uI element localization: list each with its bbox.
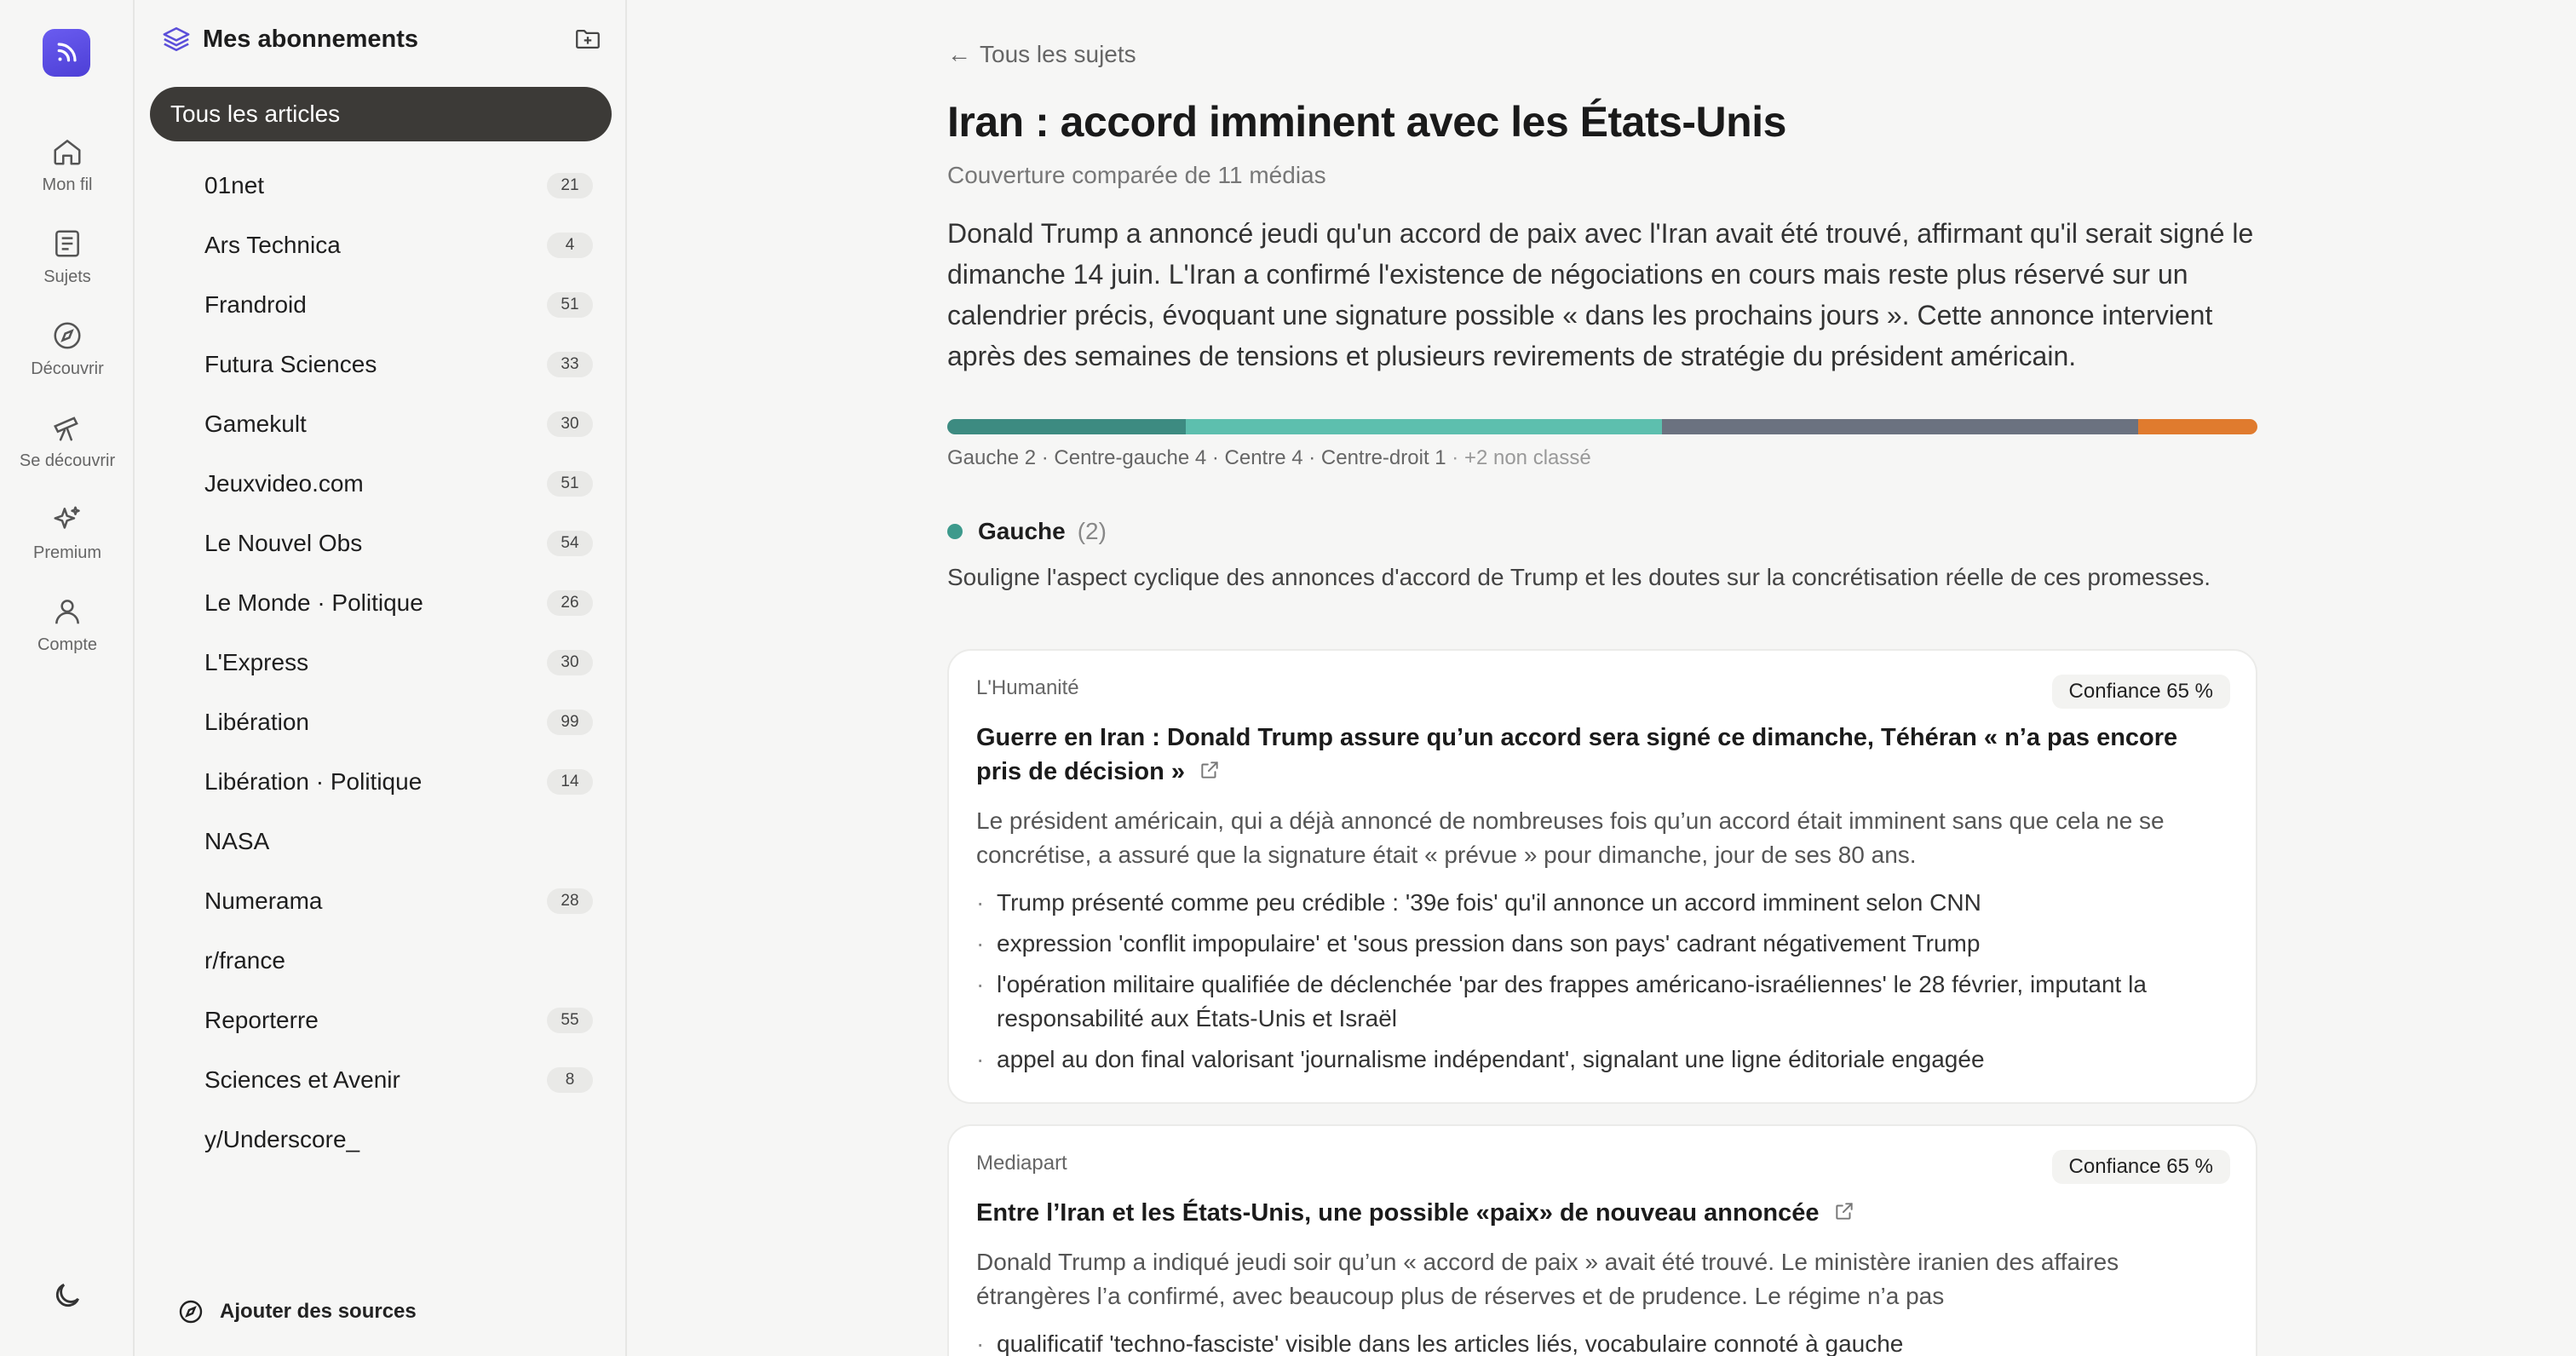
sidebar-source-item[interactable] xyxy=(136,633,627,692)
sidebar-source-item[interactable] xyxy=(136,991,627,1050)
source-name: Futura Sciences xyxy=(204,351,377,377)
article-description: Le président américain, qui a déjà annoncé de nombreuses fois qu’un accord était imminent sans que cela ne se concrétise, a assuré que la signature était « prévue » pour dimanche, jour de ses 80 ans. xyxy=(976,807,2165,868)
unread-count-badge: 21 xyxy=(547,173,593,198)
sidebar-source-item[interactable] xyxy=(136,752,627,812)
sidebar-title: Mes abonnements xyxy=(203,25,418,53)
sidebar-source-item[interactable] xyxy=(136,1110,627,1169)
arrow-left-icon: ← xyxy=(947,41,971,67)
article-title: Guerre en Iran : Donald Trump assure qu’un accord sera signé ce dimanche, Téhéran « n’a pas encore pris de décision » xyxy=(976,724,2178,785)
page-subtitle: Couverture comparée de 11 médias xyxy=(947,162,1326,188)
sidebar-source-item[interactable] xyxy=(136,156,627,215)
source-name: 01net xyxy=(204,172,265,198)
rail-label: Découvrir xyxy=(31,359,104,378)
group-description: Souligne l'aspect cyclique des annonces d'accord de Trump et les doutes sur la concrétisation réelle de ces promesses. xyxy=(947,564,2211,590)
add-sources-button[interactable] xyxy=(177,1291,417,1332)
sidebar-source-item[interactable] xyxy=(136,335,627,394)
sidebar-source-item[interactable] xyxy=(136,692,627,752)
source-name: Le Nouvel Obs xyxy=(204,530,363,556)
source-name: Ars Technica xyxy=(204,232,341,258)
article-card[interactable] xyxy=(947,1124,2257,1356)
app-logo[interactable] xyxy=(43,29,90,77)
back-to-topics-link[interactable] xyxy=(947,37,1136,72)
unread-count-badge: 51 xyxy=(547,292,593,318)
article-title-link[interactable] xyxy=(976,721,2228,789)
sidebar-source-item[interactable] xyxy=(136,871,627,931)
source-name: NASA xyxy=(204,828,270,854)
sidebar-source-item[interactable] xyxy=(136,812,627,871)
unread-count-badge: 55 xyxy=(547,1008,593,1033)
unread-count-badge: 28 xyxy=(547,888,593,914)
source-name: Libération · Politique xyxy=(204,768,423,795)
compass-icon xyxy=(177,1298,204,1325)
group-count: (2) xyxy=(1077,518,1107,544)
subscriptions-sidebar xyxy=(136,0,627,1356)
unread-count-badge: 99 xyxy=(547,710,593,735)
sidebar-header xyxy=(162,20,605,58)
external-link-icon[interactable] xyxy=(1199,759,1221,781)
rail-item-premium[interactable] xyxy=(0,501,135,583)
confidence-badge: Confiance 65 % xyxy=(2052,1150,2230,1184)
source-name: Gamekult xyxy=(204,411,307,437)
icon-rail xyxy=(0,0,135,1356)
source-list xyxy=(136,156,627,1169)
home-icon xyxy=(51,135,83,168)
bias-segment xyxy=(1186,419,1662,434)
source-name: Reporterre xyxy=(204,1007,319,1033)
telescope-icon xyxy=(51,411,83,444)
unread-count-badge: 30 xyxy=(547,650,593,675)
group-name: Gauche xyxy=(978,518,1066,544)
source-name: y/Underscore_ xyxy=(204,1126,360,1152)
newspaper-icon xyxy=(51,227,83,260)
sidebar-source-item[interactable] xyxy=(136,454,627,514)
article-description: Donald Trump a indiqué jeudi soir qu’un « accord de paix » avait été trouvé. Le ministère iranien des affaires étrangères l’a confirmé, avec beaucoup plus de réserves et de prudence. Le régime n’a pas xyxy=(976,1249,2119,1309)
source-name: Numerama xyxy=(204,888,323,914)
source-name: Sciences et Avenir xyxy=(204,1066,400,1093)
sidebar-source-item[interactable] xyxy=(136,514,627,573)
unread-count-badge: 14 xyxy=(547,769,593,795)
rail-label: Premium xyxy=(32,543,101,562)
rail-label: Se découvrir xyxy=(19,451,116,470)
source-name: Jeuxvideo.com xyxy=(204,470,364,497)
rail-item-mon-fil[interactable] xyxy=(0,133,135,215)
sidebar-source-item[interactable] xyxy=(136,1050,627,1110)
user-icon xyxy=(51,595,83,628)
rss-icon xyxy=(54,40,79,66)
sidebar-source-item[interactable] xyxy=(136,215,627,275)
sparkles-icon xyxy=(51,503,83,536)
article-card[interactable] xyxy=(947,649,2257,1104)
group-color-dot xyxy=(947,524,963,539)
source-name: L'Express xyxy=(204,649,309,675)
unread-count-badge: 30 xyxy=(547,411,593,437)
layers-icon xyxy=(162,25,191,54)
sidebar-source-item[interactable] xyxy=(136,573,627,633)
all-articles-item[interactable]: Tous les articles xyxy=(150,87,612,141)
rail-item-decouvrir[interactable] xyxy=(0,317,135,399)
sidebar-source-item[interactable] xyxy=(136,394,627,454)
bias-legend-unclassified: · +2 non classé xyxy=(1446,446,1591,469)
page-title: Iran : accord imminent avec les États-Unis xyxy=(947,98,1786,146)
sidebar-source-item[interactable] xyxy=(136,931,627,991)
add-folder-button[interactable] xyxy=(571,22,605,56)
topic-summary: Donald Trump a annoncé jeudi qu'un accord de paix avec l'Iran avait été trouvé, affirmant qu'il serait signé le dimanche 14 juin. L'Iran a confirmé l'existence de négociations en cours mais reste plus réservé sur un calendrier précis, évoquant une signature possible « dans les prochains jours ». Cette annonce intervient après des semaines de tensions et plusieurs revirements de stratégie du président américain. xyxy=(947,218,2254,371)
highlight-item: · Trump présenté comme peu crédible : '39e fois' qu'il annonce un accord imminent selon CNN xyxy=(976,886,2228,920)
main-content xyxy=(629,0,2576,1356)
group-header-gauche[interactable] xyxy=(947,514,1107,549)
source-name: Le Monde · Politique xyxy=(204,589,423,616)
rail-item-compte[interactable] xyxy=(0,593,135,675)
source-name: r/france xyxy=(204,947,285,974)
rail-item-se-decouvrir[interactable] xyxy=(0,409,135,491)
bias-distribution-bar xyxy=(947,419,2257,434)
article-source: L'Humanité xyxy=(976,676,1079,699)
unread-count-badge: 33 xyxy=(547,352,593,377)
article-title-link[interactable] xyxy=(976,1196,2228,1230)
moon-icon xyxy=(51,1279,83,1312)
sidebar-source-item[interactable] xyxy=(136,275,627,335)
theme-toggle[interactable] xyxy=(48,1276,87,1315)
bias-segment xyxy=(2138,419,2257,434)
article-highlights xyxy=(976,886,2228,1077)
bias-segment xyxy=(1662,419,2138,434)
back-link-label: Tous les sujets xyxy=(980,41,1136,67)
confidence-badge: Confiance 65 % xyxy=(2052,675,2230,709)
source-name: Frandroid xyxy=(204,291,307,318)
rail-label: Sujets xyxy=(43,267,91,286)
highlight-item: · l'opération militaire qualifiée de déclenchée 'par des frappes américano-israéliennes' le 28 février, imputant la responsabilité aux États-Unis et Israël xyxy=(976,968,2228,1036)
compass-icon xyxy=(51,319,83,352)
external-link-icon[interactable] xyxy=(1833,1200,1855,1222)
article-title: Entre l’Iran et les États-Unis, une possible «paix» de nouveau annoncée xyxy=(976,1199,1820,1227)
rail-label: Compte xyxy=(37,635,98,654)
folder-plus-icon xyxy=(573,25,602,54)
bias-legend-counts: Gauche 2 · Centre-gauche 4 · Centre 4 · Centre-droit 1 xyxy=(947,446,1446,469)
unread-count-badge: 26 xyxy=(547,590,593,616)
rail-label: Mon fil xyxy=(42,175,93,194)
source-name: Libération xyxy=(204,709,309,735)
bias-legend xyxy=(947,446,1591,470)
highlight-item: · qualificatif 'techno-fasciste' visible dans les articles liés, vocabulaire connoté à gauche xyxy=(976,1327,2228,1356)
highlight-item: · appel au don final valorisant 'journalisme indépendant', signalant une ligne éditoriale engagée xyxy=(976,1043,2228,1077)
unread-count-badge: 51 xyxy=(547,471,593,497)
article-highlights xyxy=(976,1327,2228,1356)
highlight-item: · expression 'conflit impopulaire' et 'sous pression dans son pays' cadrant négativement Trump xyxy=(976,927,2228,961)
unread-count-badge: 54 xyxy=(547,531,593,556)
rail-item-sujets[interactable] xyxy=(0,225,135,307)
add-sources-label: Ajouter des sources xyxy=(220,1300,417,1323)
bias-segment xyxy=(947,419,1186,434)
article-source: Mediapart xyxy=(976,1152,1067,1175)
unread-count-badge: 4 xyxy=(547,233,593,258)
unread-count-badge: 8 xyxy=(547,1067,593,1093)
